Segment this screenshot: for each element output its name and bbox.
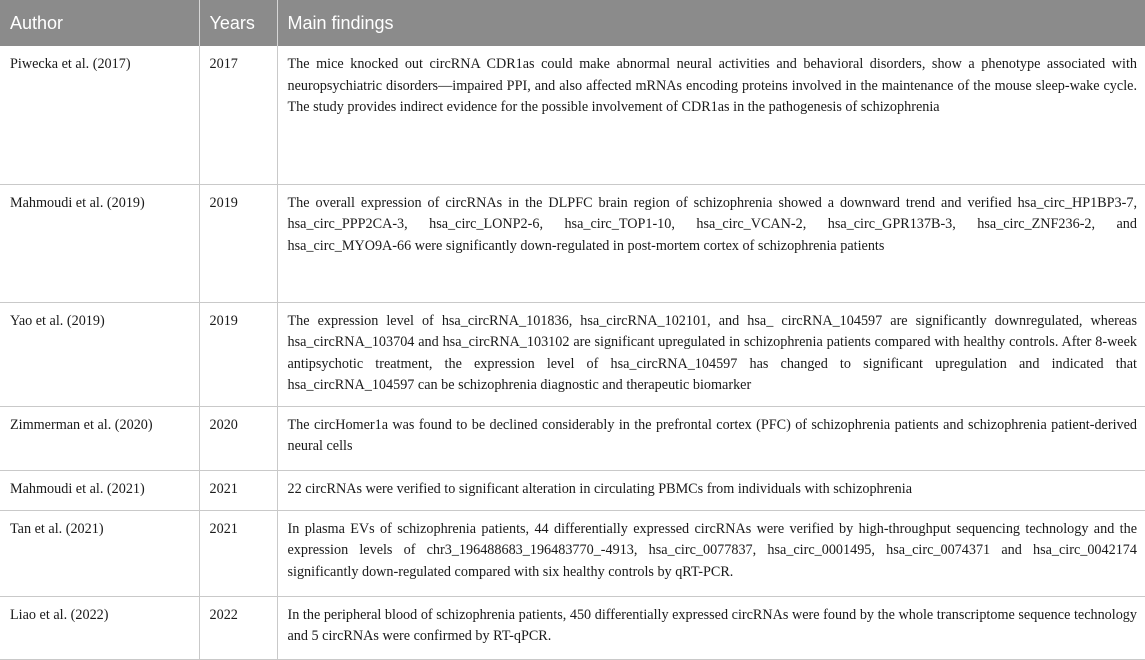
cell-year: 2019 (199, 184, 277, 302)
table-row (0, 406, 1145, 470)
cell-author: Tan et al. (2021) (0, 510, 199, 596)
cell-author: Mahmoudi et al. (2021) (0, 470, 199, 510)
cell-finding: In plasma EVs of schizophrenia patients, 44 differentially expressed circRNAs were verified by high-throughput sequencing technology and the expression levels of chr3_196488683_196483770_-4913, hsa_circ_0077837, hsa_circ_0001495, hsa_circ_0074371 and hsa_circ_0042174 significantly down-regulated compared with six healthy controls by qRT-PCR. (277, 510, 1145, 596)
table-row (0, 302, 1145, 406)
cell-year: 2021 (199, 470, 277, 510)
cell-finding: The mice knocked out circRNA CDR1as could make abnormal neural activities and behavioral disorders, show a phenotype associated with neuropsychiatric disorders—impaired PPI, and also affected mRNAs encoding proteins involved in the maintenance of the mouse sleep-wake cycle. The study provides indirect evidence for the possible involvement of CDR1as in the pathogenesis of schizophrenia (277, 46, 1145, 184)
table-row (0, 470, 1145, 510)
cell-year: 2019 (199, 302, 277, 406)
table-header (0, 0, 1145, 46)
table-row (0, 184, 1145, 302)
cell-year: 2020 (199, 406, 277, 470)
cell-year: 2022 (199, 596, 277, 659)
cell-author: Zimmerman et al. (2020) (0, 406, 199, 470)
header-author: Author (0, 0, 199, 46)
cell-author: Piwecka et al. (2017) (10, 56, 131, 72)
cell-author: Mahmoudi et al. (2019) (0, 184, 199, 302)
table-row (0, 596, 1145, 659)
cell-year: 2021 (199, 510, 277, 596)
cell-author: Yao et al. (2019) (0, 302, 199, 406)
cell-author: Liao et al. (2022) (0, 596, 199, 659)
cell-finding: The circHomer1a was found to be declined considerably in the prefrontal cortex (PFC) of schizophrenia patients and schizophrenia patient-derived neural cells (277, 406, 1145, 470)
cell-finding: The expression level of hsa_circRNA_101836, hsa_circRNA_102101, and hsa_ circRNA_104597 are significantly downregulated, whereas hsa_circRNA_103704 and hsa_circRNA_103102 are significant upregulated in schizophrenia patients compared with healthy controls. After 8-week antipsychotic treatment, the expression level of hsa_circRNA_104597 has changed to significant upregulation and indicated that hsa_circRNA_104597 can be schizophrenia diagnostic and therapeutic biomarker (277, 302, 1145, 406)
cell-finding: The overall expression of circRNAs in the DLPFC brain region of schizophrenia showed a downward trend and verified hsa_circ_HP1BP3-7, hsa_circ_PPP2CA-3, hsa_circ_LONP2-6, hsa_circ_TOP1-10, hsa_circ_VCAN-2, hsa_circ_GPR137B-3, hsa_circ_ZNF236-2, and hsa_circ_MYO9A-66 were significantly down-regulated in post-mortem cortex of schizophrenia patients (277, 184, 1145, 302)
header-main-findings: Main findings (277, 0, 1145, 46)
cell-finding: 22 circRNAs were verified to significant alteration in circulating PBMCs from individuals with schizophrenia (277, 470, 1145, 510)
header-years: Years (199, 0, 277, 46)
table-row (0, 510, 1145, 596)
cell-finding: In the peripheral blood of schizophrenia patients, 450 differentially expressed circRNAs were found by the whole transcriptome sequence technology and 5 circRNAs were confirmed by RT-qPCR. (277, 596, 1145, 659)
header-row (0, 0, 1145, 46)
cell-year: 2017 (199, 46, 277, 184)
table-row (0, 46, 1145, 184)
table-body (0, 46, 1145, 659)
